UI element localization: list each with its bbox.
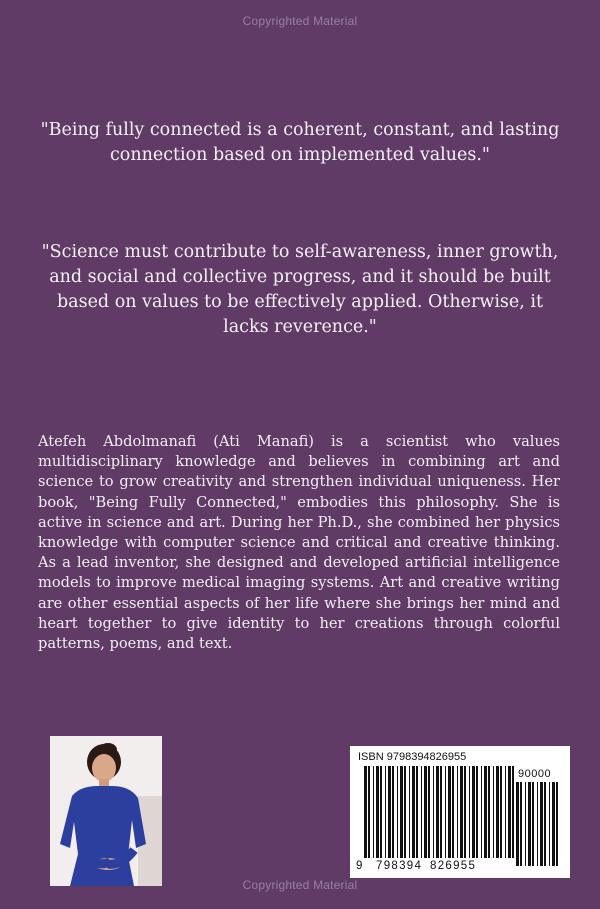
barcode-bar [496, 766, 499, 858]
barcode-bar [436, 766, 439, 858]
barcode-bar [416, 766, 418, 858]
barcode-bar [400, 766, 403, 858]
barcode-bar [493, 766, 494, 858]
price-code: 90000 [518, 768, 552, 780]
quote-1: "Being fully connected is a coherent, constant, and lasting connection based on implemented values." [40, 120, 560, 165]
barcode-bar [452, 766, 454, 858]
barcode-bar [528, 782, 531, 866]
barcode-bar [445, 766, 446, 858]
barcode-bar [464, 766, 466, 858]
copyright-watermark-top: Copyrighted Material [242, 14, 358, 28]
barcode-bar [460, 766, 463, 858]
barcode-bar [537, 782, 538, 866]
barcode-bar [520, 782, 522, 866]
barcode-digits-right: 826955 [430, 860, 477, 872]
isbn-barcode [350, 746, 570, 878]
copyright-watermark-bottom: Copyrighted Material [242, 878, 358, 892]
price-barcode-bars [516, 782, 560, 868]
barcode-bar [373, 766, 374, 858]
barcode-bar [364, 766, 367, 858]
barcode-digit-first: 9 [356, 860, 364, 872]
barcode-bar [440, 766, 442, 858]
barcode-bar [556, 782, 558, 866]
author-photo [50, 736, 162, 886]
isbn-label: ISBN 9798394826955 [358, 751, 467, 763]
barcode-bar [385, 766, 386, 858]
barcode-bar [428, 766, 430, 858]
barcode-bar [512, 766, 514, 858]
barcode-bar [484, 766, 487, 858]
barcode-bar [552, 782, 555, 866]
barcode-bar [476, 766, 478, 858]
barcode-bar [488, 766, 490, 858]
barcode-bar [388, 766, 391, 858]
barcode-bar [448, 766, 451, 858]
barcode-bar [532, 782, 534, 866]
barcode-bar [525, 782, 526, 866]
barcode-bar [505, 766, 506, 858]
barcode-bar [376, 766, 379, 858]
barcode-bar [412, 766, 415, 858]
barcode-bar [409, 766, 410, 858]
barcode-bar [472, 766, 475, 858]
barcode-bar [424, 766, 427, 858]
barcode-digits-left: 798394 [376, 860, 423, 872]
barcode-bars [364, 766, 514, 864]
barcode-bar [392, 766, 394, 858]
barcode-bar [397, 766, 398, 858]
barcode-bar [433, 766, 434, 858]
barcode-bar [421, 766, 422, 858]
quote-2: "Science must contribute to self-awareness, inner growth, and social and collective progress, and it should be built based on values to be effectively applied. Otherwise, it lacks reverence." [41, 242, 559, 337]
barcode-bar [368, 766, 370, 858]
author-bio: Atefeh Abdolmanafi (Ati Manafi) is a scientist who values multidisciplinary knowledge and believes in combining art and science to grow creativity and strengthen individual uniqueness. Her book, "Being Fully Connected," embodies this philosophy. She is active in science and art. During her Ph.D., she combined her physics knowledge with computer science and critical and creative thinking. As a lead inventor, she designed and developed artificial intelligence models to improve medical imaging systems. Art and creative writing are other essential aspects of her life where she brings her mind and heart together to give identity to her creations through colorful patterns, poems, and text. [38, 433, 560, 653]
barcode-bar [544, 782, 546, 866]
barcode-bar [540, 782, 543, 866]
barcode-bar [481, 766, 482, 858]
barcode-bar [500, 766, 502, 858]
barcode-bar [516, 782, 519, 866]
barcode-bar [469, 766, 470, 858]
barcode-bar [549, 782, 550, 866]
barcode-bar [457, 766, 458, 858]
barcode-bar [380, 766, 382, 858]
barcode-bar [404, 766, 406, 858]
barcode-bar [508, 766, 511, 858]
